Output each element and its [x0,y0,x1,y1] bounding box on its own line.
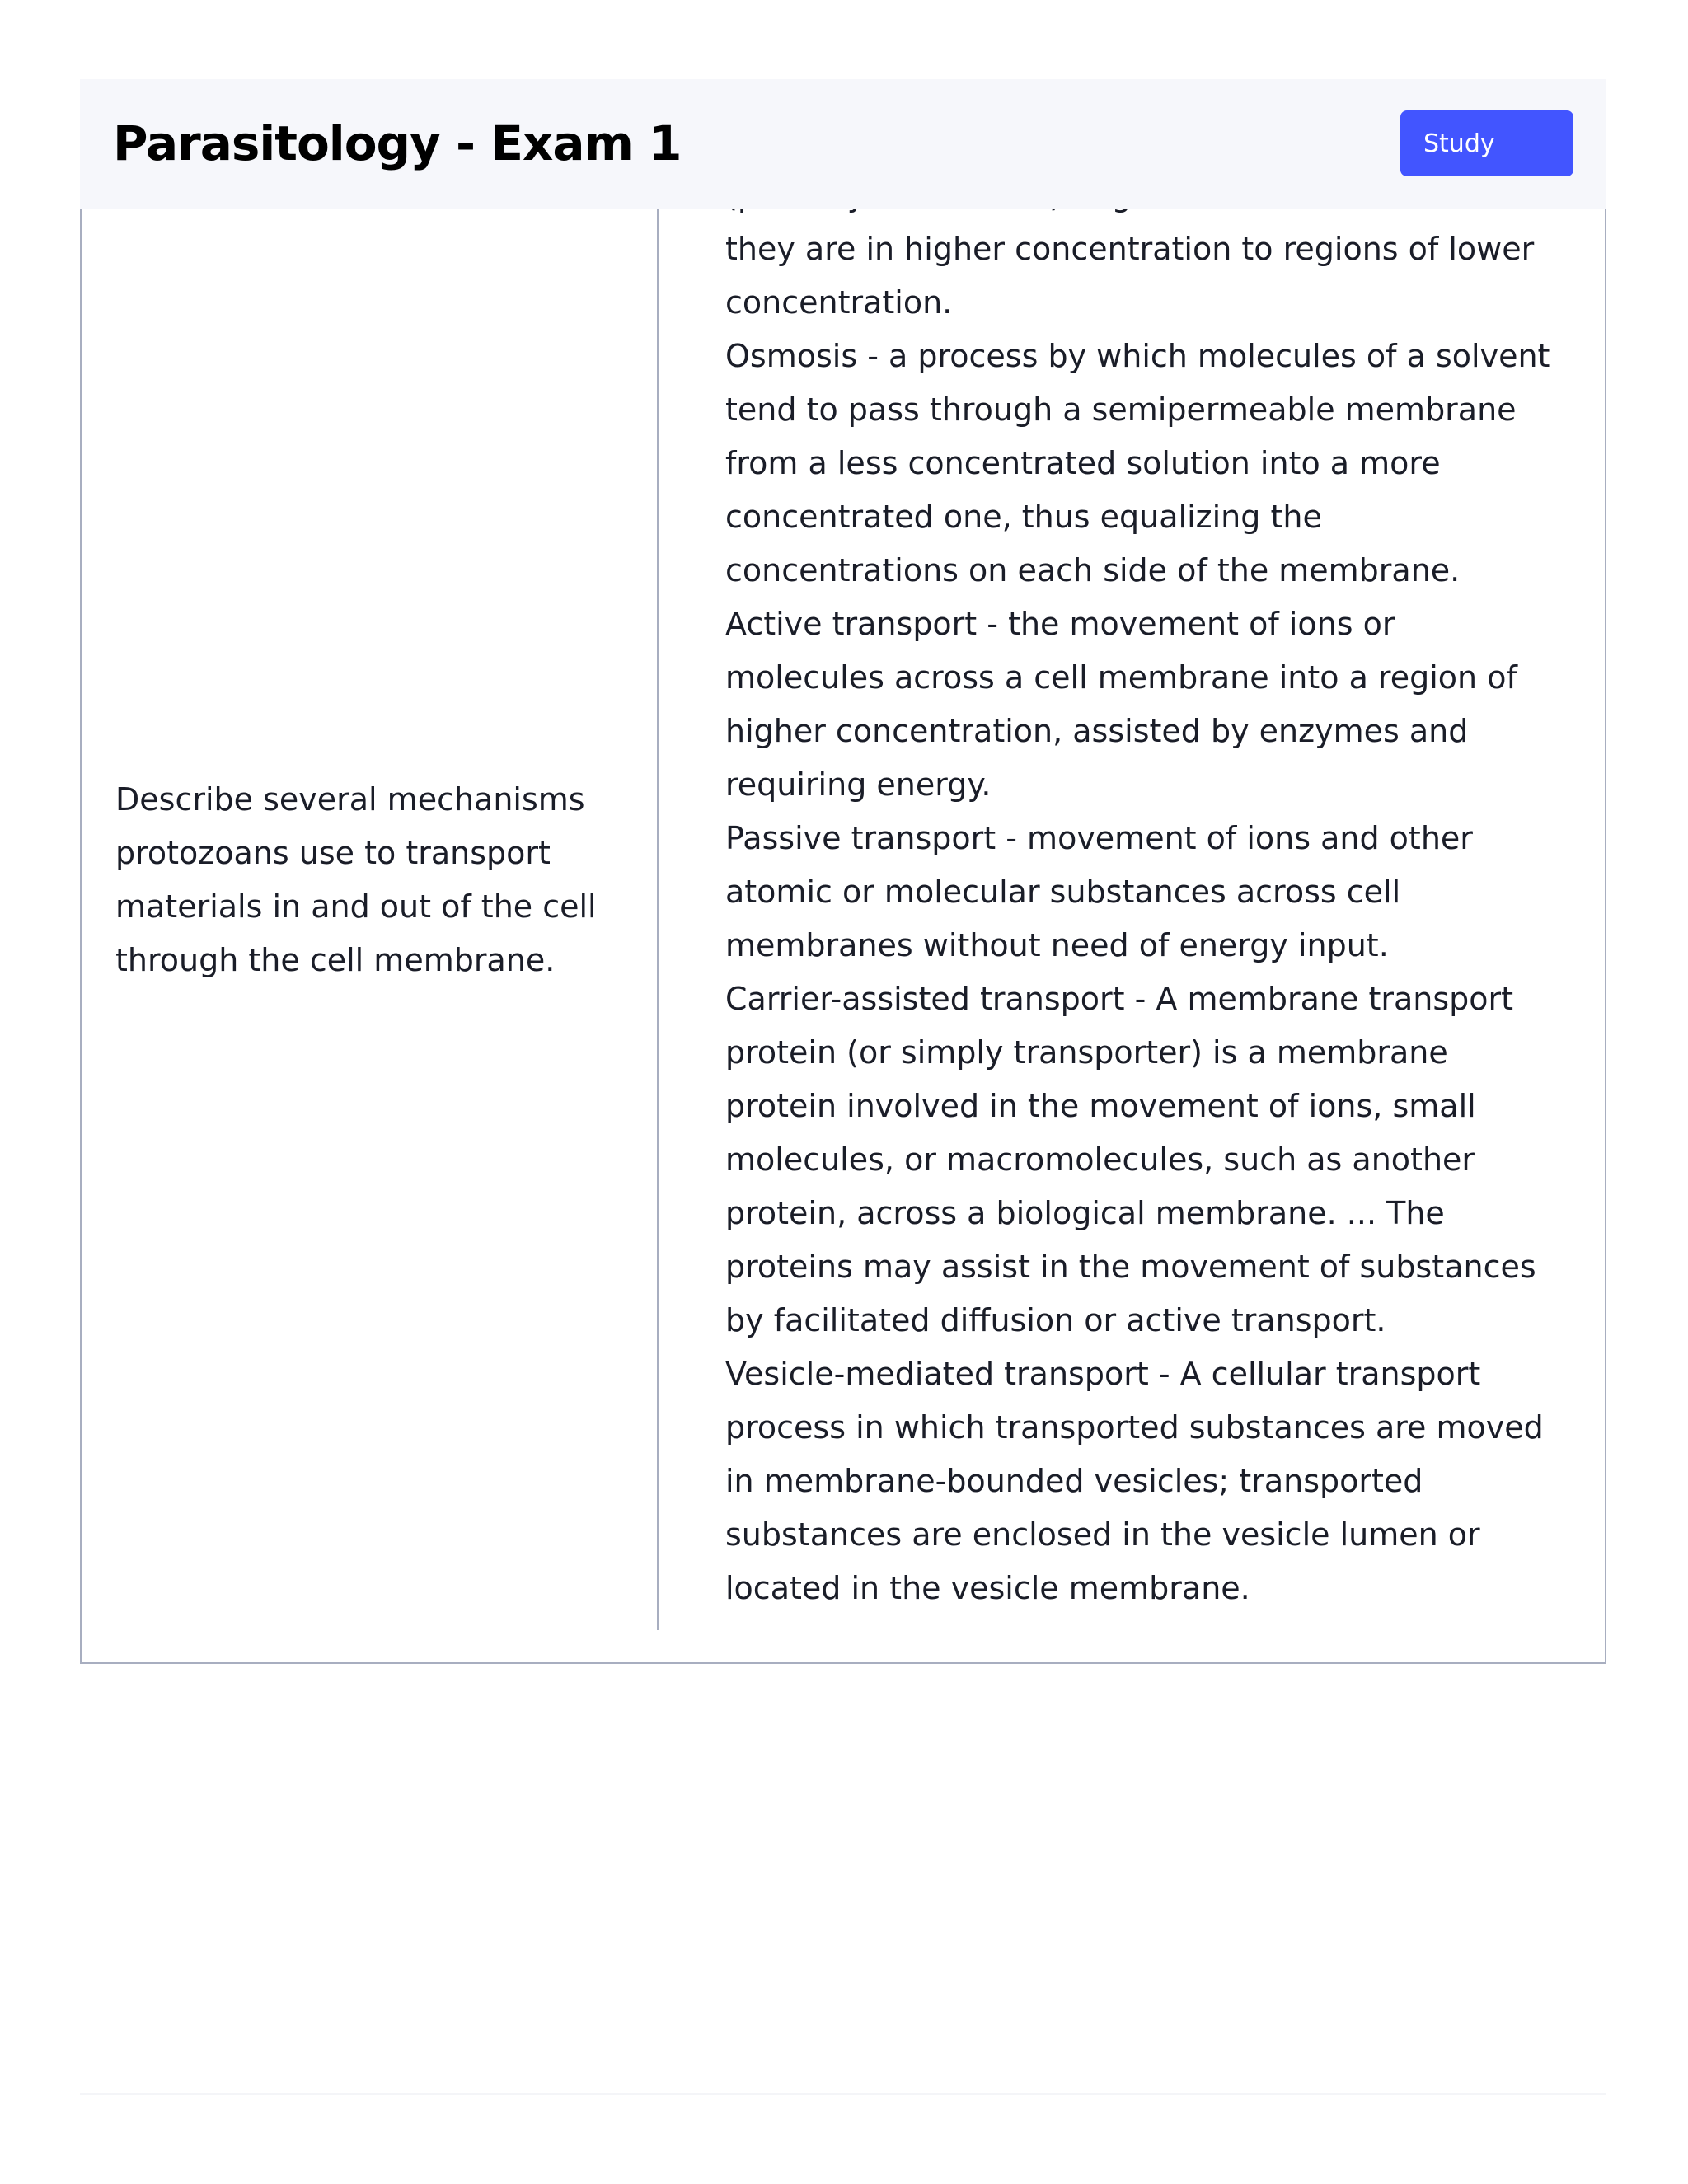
footer-divider [80,2093,1606,2095]
term-text: Describe several mechanisms protozoans use to transport materials in and out of the cell through the cell membrane. [115,781,597,978]
sticky-header [80,79,1606,209]
column-divider [657,206,659,1630]
page-title: Parasitology - Exam 1 [113,115,682,171]
study-button[interactable]: Study [1400,110,1573,176]
definition-text: they are in higher concentration to regions of lower concentration. Osmosis - a process by which molecules of a solvent tend to pass through a semipermeable membrane from a less concentrated solution into a more concentrated one, thus equalizing the concentrations on each side of the membrane. Active transport - the movement of ions or molecules across a cell membrane into a region of higher concentration, assisted by enzymes and requiring energy. Passive transport - movement of ions and other atomic or molecular substances across cell membranes without need of energy input. Carrier-assisted transport - A membrane transport protein (or simply transporter) is a membrane protein involved in the movement of ions, small molecules, or macromolecules, such as another protein, across a biological membrane. ... The proteins may assist in the movement of substances by facilitated diffusion or active transport. Vesicle-mediated transport - A cellular transport process in which transported substances are moved in membrane-bounded vesicles; transported substances are enclosed in the vesicle lumen or located in the vesicle membrane. [725,231,1550,1606]
